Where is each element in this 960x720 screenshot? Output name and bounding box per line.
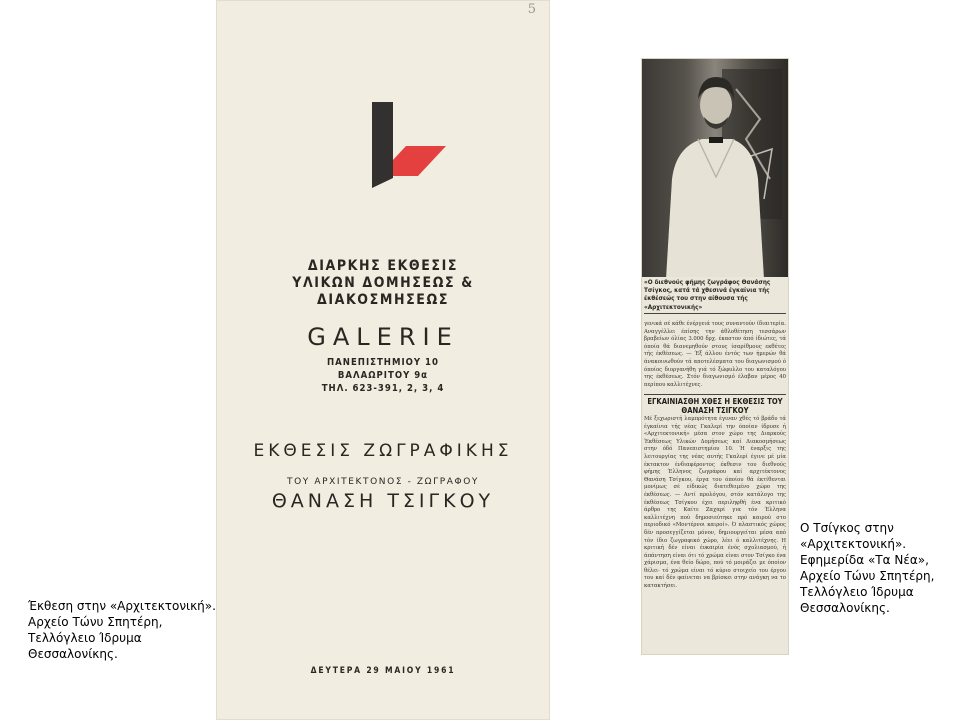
logo-bar-tail xyxy=(372,168,393,188)
artist-figure xyxy=(642,59,788,277)
leaflet-heading xyxy=(216,258,550,309)
page-number: 5 xyxy=(527,2,536,17)
gallery-address xyxy=(216,356,550,395)
article-column-1: γενικά σέ κάθε ένέργειά τους συναντούν ίδιαιτερία. Αναγγέλλει έπίσης την άθλοθέτηση τεσσάρων βραβείων όλίας 3.000 δρχ. έκαστον άπό ίδιώτες, τά όποία θά διανεμηθούν στους ίσαρίθμους εκθέτες τής έκθέσεως. — Έξ άλλου έντός των ήμερών θά άνακοινωθούν τά αποτελέσματα του διαγωνισμού ό όποίος διοργανήθη γιά τό ξώφυλλο του καταλόγου της έκθέσεως. Στόν διαγωνισμό έλαβαν μέρος 40 περίπου καλλιτέχνες. xyxy=(644,321,786,388)
address-line-1: ΠΑΝΕΠΙΣΤΗΜΙΟΥ 10 xyxy=(327,357,439,368)
heading-line-2: ΥΛΙΚΩΝ ΔΟΜΗΣΕΩΣ & xyxy=(292,275,474,291)
article-headline: ΕΓΚΑΙΝΙΑΣΘΗ ΧΘΕΣ Η ΕΚΘΕΣΙΣ ΤΟΥ ΘΑΝΑΣΗ ΤΣΙΓΚΟΥ xyxy=(644,394,786,415)
address-line-3: ΤΗΛ. 623-391, 2, 3, 4 xyxy=(321,383,445,394)
exhibition-title: ΕΚΘΕΣΙΣ ΖΩΓΡΑΦΙΚΗΣ xyxy=(253,441,513,461)
clipping-caption: Ο Τσίγκος στην «Αρχιτεκτονική». Εφημερίδα «Τα Νέα», Αρχείο Τώνυ Σπητέρη, Τελλόγλειο Ίδρυμα Θεσσαλονίκης. xyxy=(800,521,935,615)
photo-caption: «Ο διεθνούς φήμης ζωγράφος Θανάσης Τσίγκος, κατά τά χθεσινά έγκαίνια τής έκθέσεώς του στην αίθουσα τής «Αρχιτεκτονικής» xyxy=(644,278,786,314)
exhibition-subtitle: ΤΟΥ ΑΡΧΙΤΕΚΤΟΝΟΣ - ΖΩΓΡΑΦΟΥ xyxy=(287,477,479,487)
heading-line-1: ΔΙΑΡΚΗΣ ΕΚΘΕΣΙΣ xyxy=(307,258,459,274)
exhibition-date: ΔΕΥΤΕΡΑ 29 ΜΑΙΟΥ 1961 xyxy=(310,666,456,676)
gallery-logo xyxy=(346,102,446,194)
address-line-2: ΒΑΛΑΩΡΙΤΟΥ 9α xyxy=(337,370,429,381)
article-column-2: Μέ ξεχωριστή λαμπρότητα έγιναν χθές τό βράδυ τά έγκαίνια τής νέας Γκαλερί την όποίαν ίδρυσε ή «Αρχιτεκτονική» μέσα στον χώρο της Διαρκούς Έκθέσεως Υλικών Δομήσεως καί Διακοσμήσεως στην όδό Πανεπιστημίου 10. Ή έναρξις της λειτουργίας της νέας αυτής Γκαλερί έγινε μέ μία έκτακτον ένδιαφέροντος έκθεσιν του διεθνούς φήμης Έλληνος ζωγράφου καί αρχιτέκτονος Θανάση Τσίγκου, έργα του όποίου θά έκτίθενται μονίμως σέ είδικώς διατεθειμένο χώρο της έκθέσεως. — Αντί προλόγου, στόν κατάλογο της έκθέσεως Τσίγκου έχει περιληφθή ένα κριτικό άρθρο της Καίτε Ζαχαρί για τόν Έλληνα καλλιτέχνη πού δημοσιεύτηκε πρό καιρού στο περιοδικό «Μοντέρνοι καιροί». Ό πλαστικός χώρος δέν προσεγγίζεται μόνον, δημιουργείται μέσα από τόν ίδιο ζωγραφικό χώρο, λέει ό καλλιτέχνης. Η κριτική δέν είναι έυκαιρία ένός σχολιασμού, ή άπάντηση είναι ότι τό χρώμα είναι στον Τσίγκο ένα χάρισμα, ένα θείο δώρο, πού τό μοιράζει με όποίον θέλει· τό χρώμα είναι τό κύριο στοιχείο του έργου του καί δέν φαίνεται να βρίσκει στην ανάγκη να το κατακτήσει. xyxy=(644,416,786,590)
exhibition-leaflet xyxy=(216,0,550,720)
heading-line-3: ΔΙΑΚΟΣΜΗΣΕΩΣ xyxy=(316,292,450,308)
logo-dark-bar xyxy=(372,102,393,168)
artist-photo xyxy=(642,59,788,277)
gallery-name: GALERIE xyxy=(307,323,459,351)
newspaper-clipping xyxy=(641,58,789,655)
artist-name: ΘΑΝΑΣΗ ΤΣΙΓΚΟΥ xyxy=(271,490,495,512)
leaflet-caption: Έκθεση στην «Αρχιτεκτονική». Αρχείο Τώνυ Σπητέρη, Τελλόγλειο Ίδρυμα Θεσσαλονίκης. xyxy=(28,599,216,661)
